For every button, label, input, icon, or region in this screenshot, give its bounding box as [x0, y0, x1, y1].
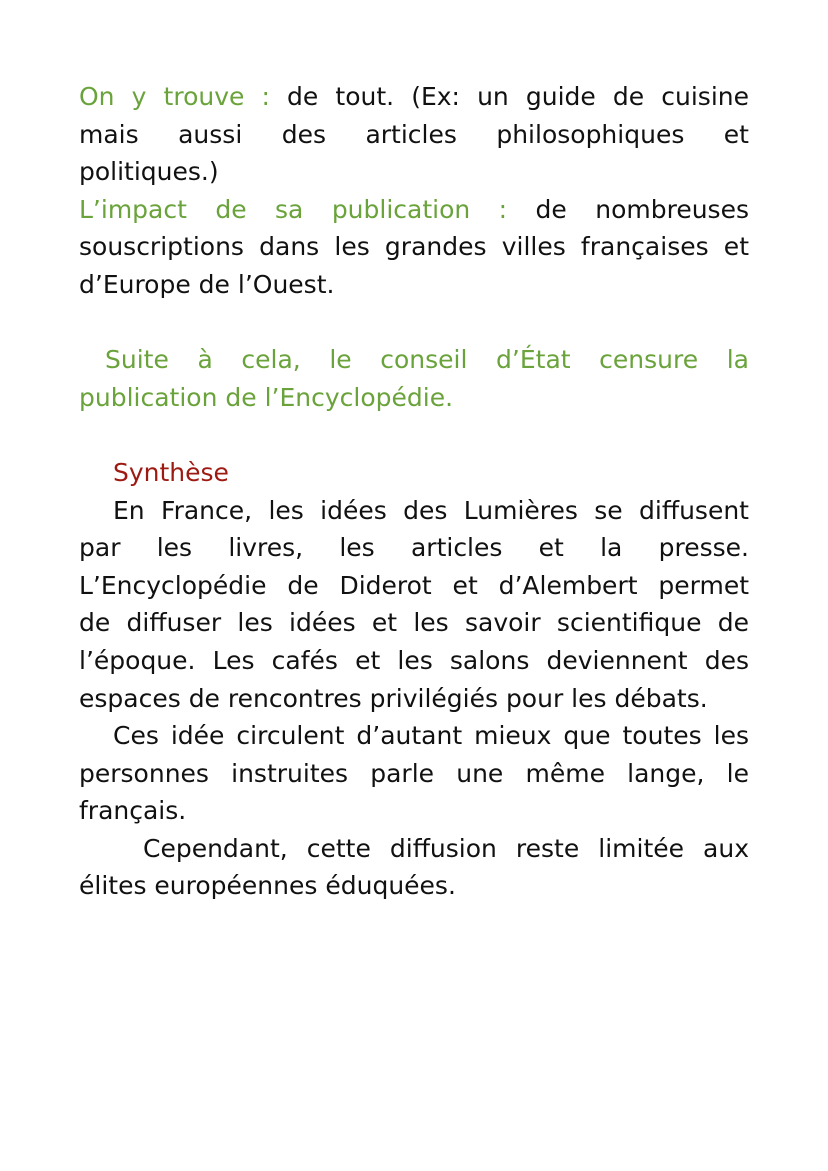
- synthese-para2-line-2: personnes instruites parle une même lange, le: [79, 758, 749, 788]
- synthese-para1-line-5: l’époque. Les cafés et les salons deviennent des: [79, 645, 749, 675]
- synthese-heading: Synthèse: [113, 457, 229, 487]
- document-page: [79, 78, 749, 905]
- impact-text-1: de nombreuses: [507, 194, 749, 224]
- on-y-trouve-label: On y trouve :: [79, 82, 270, 111]
- censure-line-1: Suite à cela, le conseil d’État censure la: [105, 345, 749, 375]
- censure-line-2: publication de l’Encyclopédie.: [79, 382, 454, 412]
- impact-line-2: souscriptions dans les grandes villes françaises et: [79, 232, 749, 262]
- synthese-para3-line-1: Cependant, cette diffusion reste limitée aux: [143, 833, 749, 863]
- synthese-para2-line-1: Ces idée circulent d’autant mieux que toutes les: [113, 721, 749, 751]
- impact-label: L’impact de sa publication :: [79, 194, 508, 224]
- impact-line-3: d’Europe de l’Ouest.: [79, 269, 335, 299]
- synthese-para1-line-3: L’Encyclopédie de Diderot et d’Alembert permet: [79, 570, 749, 600]
- impact-line-1: [79, 191, 749, 229]
- synthese-para1-line-2: par les livres, les articles et la presse.: [79, 533, 749, 563]
- synthese-para1-line-6: espaces de rencontres privilégiés pour les débats.: [79, 683, 708, 713]
- synthese-para1-line-1: En France, les idées des Lumières se diffusent: [113, 495, 749, 525]
- on-y-trouve-line-1: [79, 78, 749, 116]
- on-y-trouve-line-2: mais aussi des articles philosophiques et: [79, 119, 749, 149]
- spacer: [79, 304, 749, 342]
- synthese-para2-line-3: français.: [79, 796, 187, 826]
- spacer: [79, 416, 749, 454]
- synthese-para3-line-2: élites européennes éduquées.: [79, 871, 456, 901]
- on-y-trouve-line-3: politiques.): [79, 157, 219, 187]
- synthese-para1-line-4: de diffuser les idées et les savoir scientifique de: [79, 608, 749, 638]
- on-y-trouve-text-1: de tout. (Ex: un guide de cuisine: [269, 82, 749, 111]
